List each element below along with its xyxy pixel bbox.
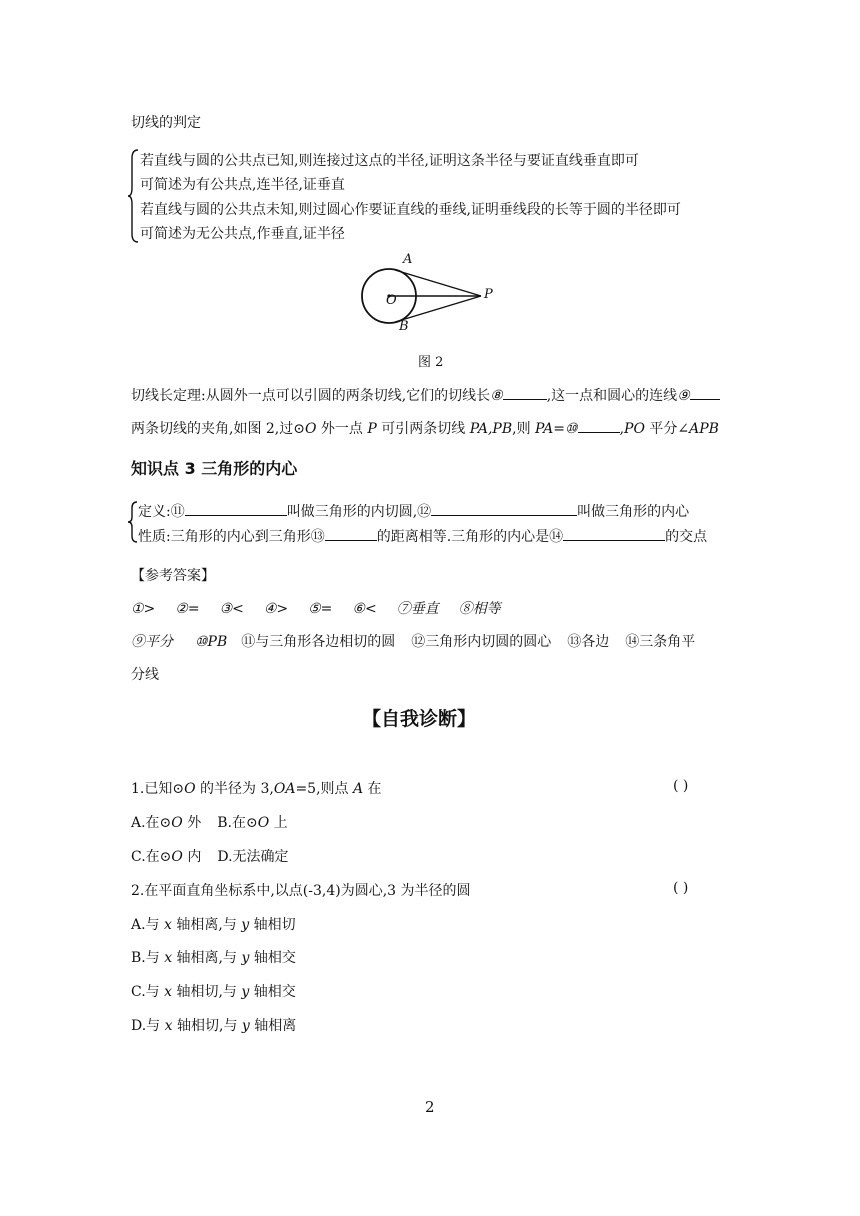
section-title: 切线的判定 bbox=[131, 115, 201, 131]
diagnosis-title: 【自我诊断】 bbox=[362, 708, 477, 730]
determination-line-2: 可简述为有公共点,连半径,证垂直 bbox=[140, 177, 345, 193]
q2-option-C: C.与 x 轴相切,与 y 轴相交 bbox=[131, 984, 296, 1000]
page-number: 2 bbox=[425, 1098, 435, 1116]
theorem-line-2: 两条切线的夹角,如图 2,过⊙O 外一点 P 可引两条切线 PA,PB,则 PA=⑩ ,PO 平分∠APB bbox=[131, 418, 719, 438]
answers-row-1: ①> ②= ③< ④> ⑤= ⑥< ⑦垂直 ⑧相等 bbox=[131, 601, 501, 617]
kp3-title: 知识点 3 三角形的内心 bbox=[131, 459, 298, 478]
q2-stem: 2.在平面直角坐标系中,以点(-3,4)为圆心,3 为半径的圆 bbox=[131, 883, 471, 899]
q2-option-B: B.与 x 轴相离,与 y 轴相交 bbox=[131, 950, 296, 966]
label-B: B bbox=[399, 319, 409, 334]
label-P: P bbox=[484, 287, 493, 302]
figure-caption: 图 2 bbox=[418, 355, 444, 370]
label-O: O bbox=[386, 293, 397, 308]
q2-option-D: D.与 x 轴相切,与 y 轴相离 bbox=[131, 1018, 297, 1034]
kp3-property: 性质:三角形的内心到三角形⑬ 的距离相等.三角形的内心是⑭ 的交点 bbox=[138, 526, 707, 546]
q2-option-A: A.与 x 轴相离,与 y 轴相切 bbox=[131, 917, 296, 933]
theorem-line-1: 切线长定理:从圆外一点可以引圆的两条切线,它们的切线长⑧ ,这一点和圆心的连线⑨ bbox=[131, 385, 720, 405]
tangent-PA bbox=[395, 270, 481, 296]
kp3-definition: 定义:⑪ 叫做三角形的内切圆,⑫ 叫做三角形的内心 bbox=[138, 501, 689, 521]
determination-line-3: 若直线与圆的公共点未知,则过圆心作要证直线的垂线,证明垂线段的长等于圆的半径即可 bbox=[140, 202, 681, 218]
q1-options-CD: C.在⊙O 内 D.无法确定 bbox=[131, 849, 289, 865]
label-A: A bbox=[403, 252, 413, 267]
answers-row-2: ⑨平分 ⑩PB ⑪与三角形各边相切的圆 ⑫三角形内切圆的圆心 ⑬各边 ⑭三条角平 bbox=[131, 634, 696, 650]
q2-answer-paren: ( ) bbox=[673, 880, 689, 896]
answers-row-3: 分线 bbox=[131, 667, 159, 683]
answers-title: 【参考答案】 bbox=[131, 568, 215, 584]
q1-options-AB: A.在⊙O 外 B.在⊙O 上 bbox=[131, 815, 288, 831]
determination-line-4: 可简述为无公共点,作垂直,证半径 bbox=[140, 226, 345, 242]
tangent-figure bbox=[355, 250, 505, 338]
q1-stem: 1.已知⊙O 的半径为 3,OA=5,则点 A 在 bbox=[131, 781, 382, 797]
q1-answer-paren: ( ) bbox=[673, 778, 689, 794]
determination-line-1: 若直线与圆的公共点已知,则连接过这点的半径,证明这条半径与要证直线垂直即可 bbox=[140, 153, 639, 169]
